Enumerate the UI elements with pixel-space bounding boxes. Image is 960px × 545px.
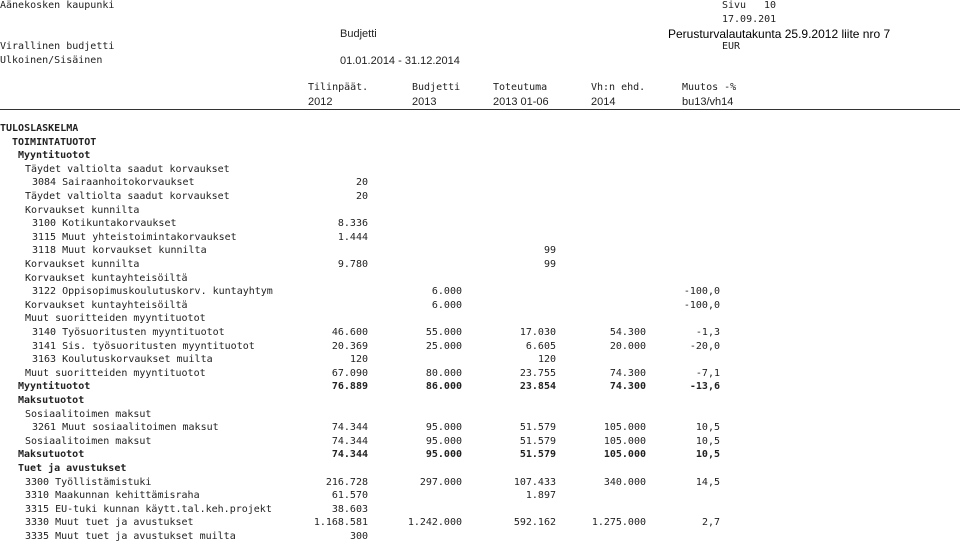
row-label: Täydet valtiolta saadut korvaukset bbox=[25, 191, 230, 202]
column-header-title: Tilinpäät. bbox=[308, 82, 369, 93]
row-value: 1.444 bbox=[337, 232, 368, 243]
row-value: -13,6 bbox=[689, 381, 720, 392]
table-row bbox=[0, 313, 960, 326]
row-value: 14,5 bbox=[695, 477, 720, 488]
row-label: Maksutuotot bbox=[18, 395, 85, 406]
table-row bbox=[0, 218, 960, 231]
row-label: 3140 Työsuoritusten myyntituotot bbox=[32, 327, 225, 338]
row-label: 3163 Koulutuskorvaukset muilta bbox=[32, 354, 213, 365]
row-value: 20.369 bbox=[331, 341, 368, 352]
row-value: 23.755 bbox=[519, 368, 556, 379]
row-value: 10,5 bbox=[695, 436, 720, 447]
row-label: Myyntituotot bbox=[18, 381, 91, 392]
row-value: 6.000 bbox=[431, 286, 462, 297]
table-row bbox=[0, 245, 960, 258]
table-row bbox=[0, 177, 960, 190]
column-header-sub: 2014 bbox=[591, 96, 616, 108]
table-row bbox=[0, 327, 960, 340]
row-label: Sosiaalitoimen maksut bbox=[25, 436, 152, 447]
table-row bbox=[0, 504, 960, 517]
row-value: 20 bbox=[355, 177, 368, 188]
column-header-sub: bu13/vh14 bbox=[682, 96, 734, 108]
table-row bbox=[0, 368, 960, 381]
row-label: TOIMINTATUOTOT bbox=[12, 137, 97, 148]
table-row bbox=[0, 436, 960, 449]
row-value: 38.603 bbox=[331, 504, 368, 515]
table-row bbox=[0, 354, 960, 367]
row-value: 76.889 bbox=[331, 381, 368, 392]
row-value: 17.030 bbox=[519, 327, 556, 338]
period: 01.01.2014 - 31.12.2014 bbox=[340, 55, 460, 67]
row-value: -100,0 bbox=[683, 300, 720, 311]
table-row bbox=[0, 205, 960, 218]
column-header-title: Vh:n ehd. bbox=[591, 82, 646, 93]
row-label: 3084 Sairaanhoitokorvaukset bbox=[32, 177, 195, 188]
table-row bbox=[0, 381, 960, 394]
row-label: 3315 EU-tuki kunnan käytt.tal.keh.projekt bbox=[25, 504, 272, 515]
row-label: 3118 Muut korvaukset kunnilta bbox=[32, 245, 207, 256]
row-value: -20,0 bbox=[689, 341, 720, 352]
row-value: 1.897 bbox=[525, 490, 556, 501]
row-value: 105.000 bbox=[603, 422, 646, 433]
table-row bbox=[0, 477, 960, 490]
row-value: 20.000 bbox=[609, 341, 646, 352]
row-value: 99 bbox=[543, 259, 556, 270]
table-row bbox=[0, 409, 960, 422]
row-value: 6.605 bbox=[525, 341, 556, 352]
row-value: 300 bbox=[349, 531, 368, 542]
row-value: 1.242.000 bbox=[407, 517, 462, 528]
row-value: 80.000 bbox=[425, 368, 462, 379]
table-row bbox=[0, 422, 960, 435]
row-label: Korvaukset kunnilta bbox=[25, 259, 140, 270]
row-value: 51.579 bbox=[519, 422, 556, 433]
row-value: 74.344 bbox=[331, 422, 368, 433]
row-value: 105.000 bbox=[603, 436, 646, 447]
row-label: 3310 Maakunnan kehittämisraha bbox=[25, 490, 200, 501]
table-row bbox=[0, 463, 960, 476]
row-value: 1.168.581 bbox=[313, 517, 368, 528]
row-label: Korvaukset kuntayhteisöiltä bbox=[25, 300, 188, 311]
row-value: 107.433 bbox=[513, 477, 556, 488]
row-label: Muut suoritteiden myyntituotot bbox=[25, 313, 206, 324]
column-header-sub: 2013 bbox=[412, 96, 437, 108]
table-row bbox=[0, 341, 960, 354]
row-label: 3122 Oppisopimuskoulutuskorv. kuntayhtym bbox=[32, 286, 273, 297]
row-value: 51.579 bbox=[519, 436, 556, 447]
column-header-sub: 2012 bbox=[308, 96, 333, 108]
row-value: 99 bbox=[543, 245, 556, 256]
row-value: 25.000 bbox=[425, 341, 462, 352]
row-label: Korvaukset kunnilta bbox=[25, 205, 140, 216]
committee-title: Perusturvalautakunta 25.9.2012 liite nro 7 bbox=[668, 27, 891, 41]
row-value: 297.000 bbox=[419, 477, 462, 488]
row-value: 9.780 bbox=[337, 259, 368, 270]
row-value: 51.579 bbox=[519, 449, 556, 460]
table-row bbox=[0, 273, 960, 286]
row-value: 2,7 bbox=[701, 517, 720, 528]
row-value: 10,5 bbox=[695, 422, 720, 433]
row-value: 20 bbox=[355, 191, 368, 202]
row-value: 74.344 bbox=[331, 449, 368, 460]
row-value: 8.336 bbox=[337, 218, 368, 229]
column-header-sub: 2013 01-06 bbox=[493, 96, 549, 108]
row-label: Maksutuotot bbox=[18, 449, 85, 460]
table-row bbox=[0, 123, 960, 136]
row-value: 95.000 bbox=[425, 449, 462, 460]
row-value: 67.090 bbox=[331, 368, 368, 379]
table-row bbox=[0, 286, 960, 299]
table-row bbox=[0, 395, 960, 408]
row-value: 23.854 bbox=[519, 381, 556, 392]
column-header-title: Budjetti bbox=[412, 82, 461, 93]
row-value: 120 bbox=[349, 354, 368, 365]
row-label: Sosiaalitoimen maksut bbox=[25, 409, 152, 420]
column-header-title: Toteutuma bbox=[493, 82, 548, 93]
table-row bbox=[0, 517, 960, 530]
row-value: 55.000 bbox=[425, 327, 462, 338]
row-value: 74.300 bbox=[609, 368, 646, 379]
table-row bbox=[0, 164, 960, 177]
table-row bbox=[0, 300, 960, 313]
row-value: 6.000 bbox=[431, 300, 462, 311]
table-row bbox=[0, 137, 960, 150]
table-row bbox=[0, 449, 960, 462]
row-value: 46.600 bbox=[331, 327, 368, 338]
currency: EUR bbox=[722, 41, 741, 52]
print-date: 17.09.201 bbox=[722, 14, 777, 25]
row-value: 105.000 bbox=[603, 449, 646, 460]
row-value: 74.300 bbox=[609, 381, 646, 392]
row-value: -7,1 bbox=[695, 368, 720, 379]
header-divider bbox=[0, 109, 960, 110]
row-value: 74.344 bbox=[331, 436, 368, 447]
org-name: Äänekosken kaupunki bbox=[0, 0, 115, 11]
row-label: 3335 Muut tuet ja avustukset muilta bbox=[25, 531, 236, 542]
row-value: -1,3 bbox=[695, 327, 720, 338]
table-row bbox=[0, 259, 960, 272]
row-value: 95.000 bbox=[425, 436, 462, 447]
page-label: Sivu bbox=[722, 0, 747, 11]
row-value: 340.000 bbox=[603, 477, 646, 488]
row-label: 3261 Muut sosiaalitoimen maksut bbox=[32, 422, 219, 433]
row-label: Tuet ja avustukset bbox=[18, 463, 127, 474]
table-row bbox=[0, 232, 960, 245]
row-value: 1.275.000 bbox=[591, 517, 646, 528]
row-label: Korvaukset kuntayhteisöiltä bbox=[25, 273, 188, 284]
page-number: 10 bbox=[764, 0, 777, 11]
row-label: Muut suoritteiden myyntituotot bbox=[25, 368, 206, 379]
report-name: Budjetti bbox=[340, 28, 377, 40]
row-value: 120 bbox=[537, 354, 556, 365]
row-value: 216.728 bbox=[325, 477, 368, 488]
row-value: 61.570 bbox=[331, 490, 368, 501]
table-row bbox=[0, 150, 960, 163]
row-label: TULOSLASKELMA bbox=[0, 123, 79, 134]
row-label: 3115 Muut yhteistoimintakorvaukset bbox=[32, 232, 237, 243]
table-row bbox=[0, 191, 960, 204]
row-label: Myyntituotot bbox=[18, 150, 91, 161]
row-label: 3300 Työllistämistuki bbox=[25, 477, 152, 488]
table-row bbox=[0, 531, 960, 544]
row-value: 54.300 bbox=[609, 327, 646, 338]
column-header-title: Muutos -% bbox=[682, 82, 737, 93]
row-label: Täydet valtiolta saadut korvaukset bbox=[25, 164, 230, 175]
scope: Ulkoinen/Sisäinen bbox=[0, 55, 103, 66]
row-value: 95.000 bbox=[425, 422, 462, 433]
row-value: 86.000 bbox=[425, 381, 462, 392]
row-value: 592.162 bbox=[513, 517, 556, 528]
row-value: 10,5 bbox=[695, 449, 720, 460]
row-label: 3100 Kotikuntakorvaukset bbox=[32, 218, 177, 229]
table-row bbox=[0, 490, 960, 503]
row-label: 3141 Sis. työsuoritusten myyntituotot bbox=[32, 341, 255, 352]
row-label: 3330 Muut tuet ja avustukset bbox=[25, 517, 194, 528]
row-value: -100,0 bbox=[683, 286, 720, 297]
budget-type: Virallinen budjetti bbox=[0, 41, 115, 52]
